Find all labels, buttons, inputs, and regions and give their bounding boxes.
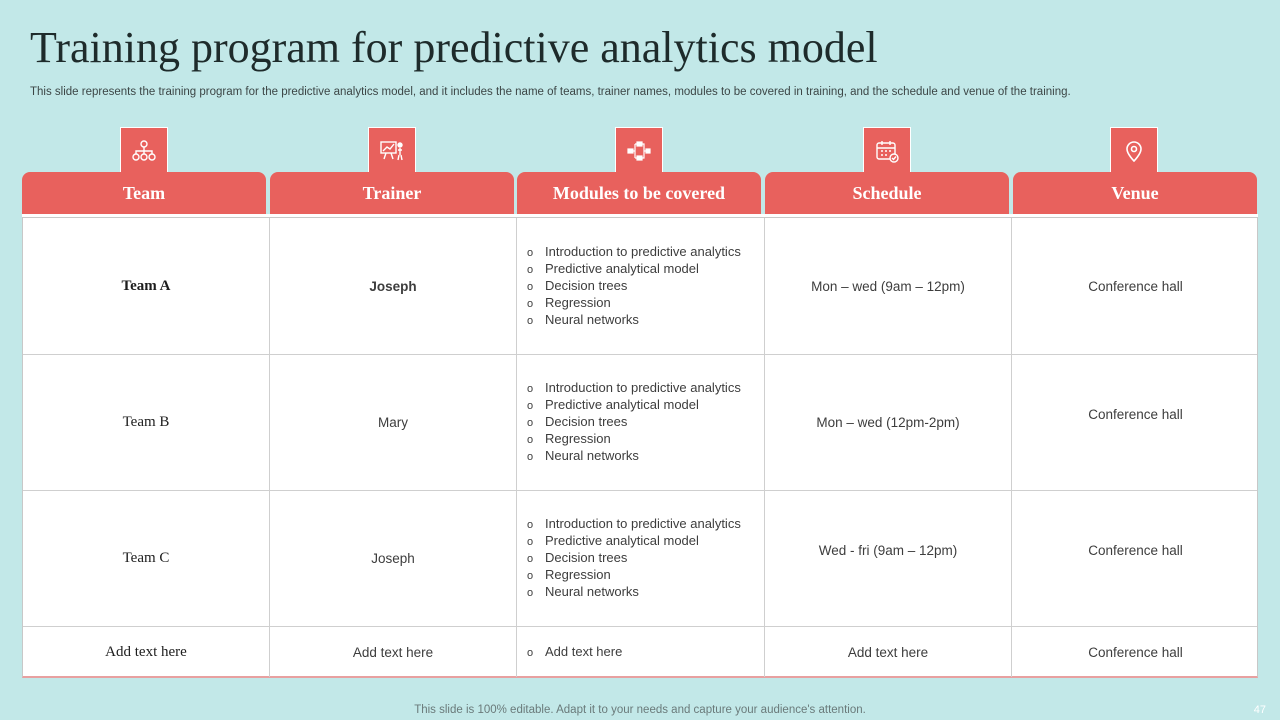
table-row [23, 627, 1257, 677]
column-header-schedule: Schedule [765, 172, 1009, 214]
venue-cell: Conference hall [1088, 278, 1183, 294]
modules-cell [517, 355, 765, 490]
list-item: o Neural networks [527, 584, 741, 601]
list-item: o Decision trees [527, 550, 741, 567]
schedule-cell: Wed - fri (9am – 12pm) [765, 491, 1012, 626]
modules-cell [517, 491, 765, 626]
column-header-team: Team [22, 172, 266, 214]
table-row [23, 355, 1257, 491]
trainer-cell: Add text here [270, 627, 517, 677]
list-item: o Introduction to predictive analytics [527, 516, 741, 533]
list-item: o Predictive analytical model [527, 261, 741, 278]
team-hierarchy-icon [120, 127, 168, 175]
list-item: o Decision trees [527, 278, 741, 295]
location-pin-icon [1110, 127, 1158, 175]
trainer-cell: Mary [270, 355, 517, 490]
list-item: o Regression [527, 431, 741, 448]
list-item: o Decision trees [527, 414, 741, 431]
modules-list [527, 380, 741, 465]
list-item: o Regression [527, 295, 741, 312]
list-item: o Add text here [527, 644, 622, 661]
modules-cell [517, 218, 765, 354]
team-cell: Team C [23, 491, 270, 626]
venue-cell: Conference hall [1088, 407, 1183, 422]
schedule-cell: Mon – wed (12pm-2pm) [765, 355, 1012, 490]
team-cell: Team B [23, 355, 270, 490]
column-header-trainer: Trainer [270, 172, 514, 214]
list-item: o Introduction to predictive analytics [527, 380, 741, 397]
list-item: o Introduction to predictive analytics [527, 244, 741, 261]
footer-note: This slide is 100% editable. Adapt it to your needs and capture your audience's attention. [414, 704, 866, 716]
modules-cell [517, 627, 765, 677]
calendar-icon [863, 127, 911, 175]
list-item: o Predictive analytical model [527, 533, 741, 550]
list-item: o Neural networks [527, 448, 741, 465]
team-cell: Add text here [23, 627, 270, 677]
slide-subtitle: This slide represents the training program for the predictive analytics model, and it includes the name of teams, trainer names, modules to be covered in training, and the schedule and venue of the training. [30, 86, 1071, 98]
trainer-cell: Joseph [270, 491, 517, 626]
list-item: o Regression [527, 567, 741, 584]
team-cell: Team A [23, 218, 270, 354]
modules-list [527, 244, 741, 329]
presenter-board-icon [368, 127, 416, 175]
schedule-cell: Mon – wed (9am – 12pm) [765, 218, 1012, 354]
table-row [23, 491, 1257, 627]
column-header-modules: Modules to be covered [517, 172, 761, 214]
modules-list [527, 644, 622, 661]
flowchart-icon [615, 127, 663, 175]
modules-list [527, 516, 741, 601]
trainer-cell: Joseph [270, 218, 517, 354]
venue-cell: Conference hall [1088, 543, 1183, 558]
schedule-cell: Add text here [765, 627, 1012, 677]
table-row [23, 218, 1257, 355]
slide-title: Training program for predictive analytics model [30, 23, 878, 72]
list-item: o Predictive analytical model [527, 397, 741, 414]
page-number: 47 [1253, 704, 1266, 716]
venue-cell: Conference hall [1088, 644, 1183, 660]
column-header-venue: Venue [1013, 172, 1257, 214]
training-table [22, 217, 1258, 678]
list-item: o Neural networks [527, 312, 741, 329]
